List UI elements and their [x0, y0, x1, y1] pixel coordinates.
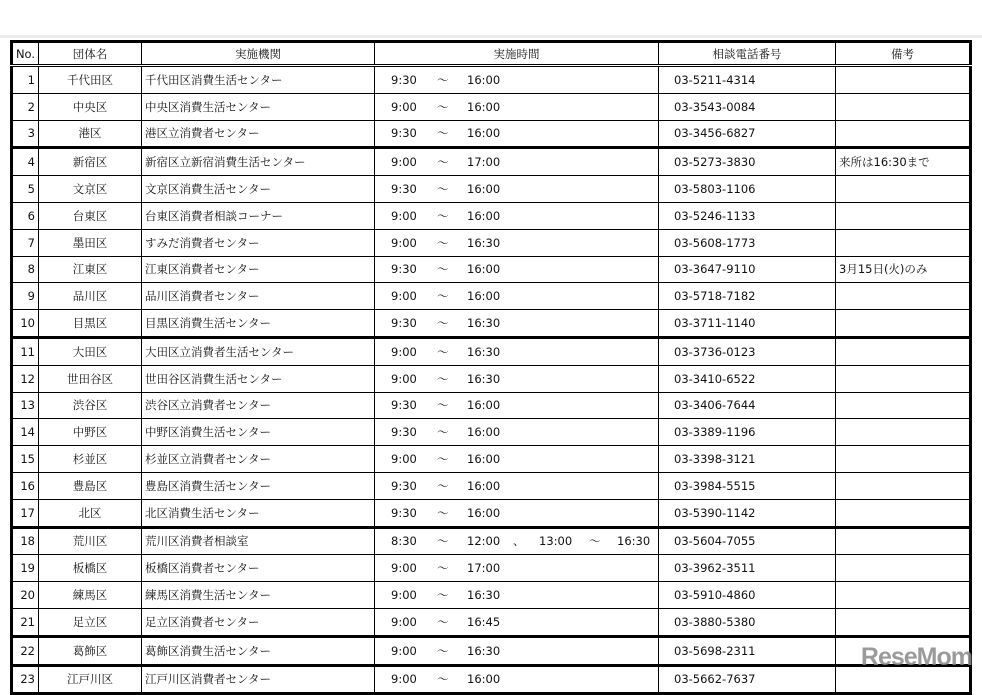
cell-org: 板橋区消費者センター	[142, 555, 375, 582]
cell-note	[836, 66, 971, 94]
cell-time	[375, 148, 659, 176]
cell-note	[836, 608, 971, 636]
cell-note	[836, 419, 971, 446]
cell-time	[375, 66, 659, 94]
start-time: 9:30	[391, 478, 417, 493]
tilde: ～	[437, 505, 449, 520]
table-row	[12, 419, 971, 446]
end-time: 16:00	[467, 672, 501, 687]
cell-org: 文京区消費生活センター	[142, 176, 375, 203]
cell-org: 台東区消費者相談コーナー	[142, 202, 375, 229]
end-time: 12:00	[467, 534, 501, 549]
table-row	[12, 148, 971, 176]
cell-time	[375, 93, 659, 120]
end-time: 16:00	[467, 99, 501, 114]
table-row	[12, 229, 971, 256]
table-row	[12, 202, 971, 229]
cell-no: 3	[12, 120, 39, 148]
cell-org: 中野区消費生活センター	[142, 419, 375, 446]
cell-note	[836, 310, 971, 338]
cell-tel: 03-3880-5380	[659, 608, 836, 636]
cell-org: すみだ消費者センター	[142, 229, 375, 256]
tilde: ～	[437, 262, 449, 277]
cell-tel: 03-3398-3121	[659, 446, 836, 473]
cell-time	[375, 555, 659, 582]
end-time: 17:00	[467, 561, 501, 576]
cell-no: 20	[12, 582, 39, 609]
cell-org: 足立区消費者センター	[142, 608, 375, 636]
start-time: 9:00	[391, 452, 417, 467]
table-row	[12, 93, 971, 120]
cell-no: 14	[12, 419, 39, 446]
cell-no: 7	[12, 229, 39, 256]
cell-org: 目黒区消費生活センター	[142, 310, 375, 338]
end-time: 16:00	[467, 425, 501, 440]
start-time: 9:00	[391, 235, 417, 250]
start-time: 9:30	[391, 72, 417, 87]
cell-name: 北区	[39, 499, 142, 527]
start-time: 9:00	[391, 289, 417, 304]
table-row	[12, 256, 971, 283]
start-time: 9:30	[391, 262, 417, 277]
cell-org: 北区消費生活センター	[142, 499, 375, 527]
table-row	[12, 392, 971, 419]
cell-no: 22	[12, 636, 39, 665]
cell-note	[836, 337, 971, 365]
tilde: ～	[437, 398, 449, 413]
end-time: 16:30	[467, 643, 501, 658]
end-time: 16:00	[467, 478, 501, 493]
start-time: 8:30	[391, 534, 417, 549]
cell-tel: 03-3711-1140	[659, 310, 836, 338]
cell-name: 目黒区	[39, 310, 142, 338]
cell-time	[375, 499, 659, 527]
tilde: ～	[437, 561, 449, 576]
tilde: ～	[589, 534, 601, 549]
start-time: 9:00	[391, 614, 417, 629]
start-time: 9:00	[391, 371, 417, 386]
tilde: ～	[437, 672, 449, 687]
header-no: No.	[12, 42, 39, 66]
cell-name: 荒川区	[39, 527, 142, 555]
cell-time	[375, 527, 659, 555]
start-time: 9:00	[391, 561, 417, 576]
cell-org: 江戸川区消費者センター	[142, 665, 375, 694]
cell-time	[375, 283, 659, 310]
cell-name: 江戸川区	[39, 665, 142, 694]
cell-no: 16	[12, 472, 39, 499]
cell-tel: 03-5698-2311	[659, 636, 836, 665]
header-note: 備考	[836, 42, 971, 66]
cell-note	[836, 176, 971, 203]
tilde: ～	[437, 316, 449, 331]
cell-tel: 03-5608-1773	[659, 229, 836, 256]
cell-tel: 03-5273-3830	[659, 148, 836, 176]
cell-time	[375, 472, 659, 499]
cell-note	[836, 472, 971, 499]
cell-time	[375, 120, 659, 148]
cell-org: 中央区消費生活センター	[142, 93, 375, 120]
cell-note	[836, 555, 971, 582]
cell-note	[836, 365, 971, 392]
cell-org: 荒川区消費者相談室	[142, 527, 375, 555]
start-time: 9:00	[391, 672, 417, 687]
cell-name: 台東区	[39, 202, 142, 229]
cell-org: 豊島区消費生活センター	[142, 472, 375, 499]
header-name: 団体名	[39, 42, 142, 66]
end-time: 16:45	[467, 614, 501, 629]
cell-no: 15	[12, 446, 39, 473]
cell-name: 墨田区	[39, 229, 142, 256]
table-row	[12, 582, 971, 609]
table-row	[12, 120, 971, 148]
cell-org: 渋谷区立消費者センター	[142, 392, 375, 419]
cell-org: 練馬区消費生活センター	[142, 582, 375, 609]
cell-note: 3月15日(火)のみ	[836, 256, 971, 283]
start-time: 9:00	[391, 99, 417, 114]
cell-name: 新宿区	[39, 148, 142, 176]
cell-tel: 03-3647-9110	[659, 256, 836, 283]
cell-name: 大田区	[39, 337, 142, 365]
cell-time	[375, 665, 659, 694]
end-time: 16:00	[467, 72, 501, 87]
end-time: 16:00	[467, 505, 501, 520]
cell-time	[375, 446, 659, 473]
table-row	[12, 472, 971, 499]
end-time: 16:00	[467, 182, 501, 197]
cell-note: 来所は16:30まで	[836, 148, 971, 176]
cell-name: 練馬区	[39, 582, 142, 609]
tilde: ～	[437, 344, 449, 359]
end-time: 16:00	[467, 452, 501, 467]
start-time: 9:30	[391, 126, 417, 141]
separator: 、	[513, 534, 525, 549]
tilde: ～	[437, 99, 449, 114]
tilde: ～	[437, 289, 449, 304]
cell-org: 千代田区消費生活センター	[142, 66, 375, 94]
tilde: ～	[437, 155, 449, 170]
table-row	[12, 527, 971, 555]
cell-time	[375, 636, 659, 665]
cell-name: 豊島区	[39, 472, 142, 499]
cell-no: 19	[12, 555, 39, 582]
cell-org: 港区立消費者センター	[142, 120, 375, 148]
tilde: ～	[437, 425, 449, 440]
cell-name: 江東区	[39, 256, 142, 283]
cell-no: 13	[12, 392, 39, 419]
cell-tel: 03-3962-3511	[659, 555, 836, 582]
cell-no: 2	[12, 93, 39, 120]
tilde: ～	[437, 182, 449, 197]
tilde: ～	[437, 614, 449, 629]
cell-tel: 03-3736-0123	[659, 337, 836, 365]
cell-name: 品川区	[39, 283, 142, 310]
cell-tel: 03-5910-4860	[659, 582, 836, 609]
cell-name: 中央区	[39, 93, 142, 120]
end-time: 16:30	[467, 235, 501, 250]
table-row	[12, 176, 971, 203]
table-row	[12, 283, 971, 310]
table-row	[12, 365, 971, 392]
cell-org: 江東区消費者センター	[142, 256, 375, 283]
cell-tel: 03-3456-6827	[659, 120, 836, 148]
tilde: ～	[437, 588, 449, 603]
table-row	[12, 499, 971, 527]
cell-name: 渋谷区	[39, 392, 142, 419]
tilde: ～	[437, 643, 449, 658]
cell-note	[836, 446, 971, 473]
start-time-2: 13:00	[539, 534, 573, 549]
cell-tel: 03-5803-1106	[659, 176, 836, 203]
cell-no: 12	[12, 365, 39, 392]
table-row	[12, 337, 971, 365]
table-row	[12, 310, 971, 338]
end-time: 16:00	[467, 262, 501, 277]
cell-name: 足立区	[39, 608, 142, 636]
cell-org: 世田谷区消費生活センター	[142, 365, 375, 392]
cell-tel: 03-3406-7644	[659, 392, 836, 419]
cell-no: 17	[12, 499, 39, 527]
cell-tel: 03-3984-5515	[659, 472, 836, 499]
cell-org: 品川区消費者センター	[142, 283, 375, 310]
cell-no: 9	[12, 283, 39, 310]
cell-no: 4	[12, 148, 39, 176]
cell-org: 葛飾区消費生活センター	[142, 636, 375, 665]
cell-name: 千代田区	[39, 66, 142, 94]
resemom-watermark-logo: ReseMom	[860, 643, 972, 671]
table-row	[12, 636, 971, 665]
cell-note	[836, 392, 971, 419]
cell-no: 8	[12, 256, 39, 283]
cell-name: 葛飾区	[39, 636, 142, 665]
top-bar	[0, 0, 982, 38]
cell-time	[375, 608, 659, 636]
cell-time	[375, 582, 659, 609]
start-time: 9:30	[391, 505, 417, 520]
cell-time	[375, 419, 659, 446]
table-row	[12, 66, 971, 94]
start-time: 9:30	[391, 182, 417, 197]
tilde: ～	[437, 478, 449, 493]
start-time: 9:00	[391, 344, 417, 359]
cell-note	[836, 582, 971, 609]
cell-tel: 03-5662-7637	[659, 665, 836, 694]
cell-no: 5	[12, 176, 39, 203]
end-time: 16:00	[467, 289, 501, 304]
tilde: ～	[437, 208, 449, 223]
end-time: 16:30	[467, 344, 501, 359]
tilde: ～	[437, 126, 449, 141]
tilde: ～	[437, 452, 449, 467]
end-time: 16:00	[467, 398, 501, 413]
cell-no: 18	[12, 527, 39, 555]
table-row	[12, 665, 971, 694]
end-time: 16:30	[467, 316, 501, 331]
cell-tel: 03-3410-6522	[659, 365, 836, 392]
start-time: 9:00	[391, 208, 417, 223]
start-time: 9:30	[391, 316, 417, 331]
tilde: ～	[437, 371, 449, 386]
cell-note	[836, 499, 971, 527]
cell-time	[375, 310, 659, 338]
cell-time	[375, 176, 659, 203]
cell-note	[836, 283, 971, 310]
cell-name: 板橋区	[39, 555, 142, 582]
cell-no: 1	[12, 66, 39, 94]
cell-no: 10	[12, 310, 39, 338]
table-row	[12, 446, 971, 473]
cell-name: 杉並区	[39, 446, 142, 473]
cell-time	[375, 256, 659, 283]
cell-no: 21	[12, 608, 39, 636]
cell-name: 中野区	[39, 419, 142, 446]
start-time: 9:30	[391, 398, 417, 413]
cell-name: 港区	[39, 120, 142, 148]
end-time: 16:00	[467, 208, 501, 223]
cell-note	[836, 93, 971, 120]
start-time: 9:00	[391, 643, 417, 658]
consultation-table	[10, 40, 972, 695]
table-row	[12, 555, 971, 582]
end-time: 16:30	[467, 588, 501, 603]
cell-tel: 03-5604-7055	[659, 527, 836, 555]
cell-no: 6	[12, 202, 39, 229]
cell-name: 文京区	[39, 176, 142, 203]
header-org: 実施機関	[142, 42, 375, 66]
cell-tel: 03-3543-0084	[659, 93, 836, 120]
end-time-2: 16:30	[617, 534, 651, 549]
end-time: 17:00	[467, 155, 501, 170]
cell-note	[836, 229, 971, 256]
table-row	[12, 608, 971, 636]
tilde: ～	[437, 72, 449, 87]
cell-no: 23	[12, 665, 39, 694]
cell-org: 新宿区立新宿消費生活センター	[142, 148, 375, 176]
cell-note	[836, 527, 971, 555]
cell-org: 大田区立消費者生活センター	[142, 337, 375, 365]
header-tel: 相談電話番号	[659, 42, 836, 66]
start-time: 9:00	[391, 155, 417, 170]
cell-no: 11	[12, 337, 39, 365]
cell-tel: 03-5390-1142	[659, 499, 836, 527]
cell-tel: 03-5718-7182	[659, 283, 836, 310]
cell-tel: 03-3389-1196	[659, 419, 836, 446]
end-time: 16:30	[467, 371, 501, 386]
start-time: 9:00	[391, 588, 417, 603]
tilde: ～	[437, 235, 449, 250]
cell-note	[836, 202, 971, 229]
start-time: 9:30	[391, 425, 417, 440]
tilde: ～	[437, 534, 449, 549]
cell-time	[375, 202, 659, 229]
cell-note	[836, 120, 971, 148]
cell-tel: 03-5246-1133	[659, 202, 836, 229]
cell-time	[375, 337, 659, 365]
cell-time	[375, 229, 659, 256]
header-time: 実施時間	[375, 42, 659, 66]
end-time: 16:00	[467, 126, 501, 141]
cell-time	[375, 365, 659, 392]
cell-name: 世田谷区	[39, 365, 142, 392]
cell-time	[375, 392, 659, 419]
table-header	[12, 42, 971, 66]
cell-org: 杉並区立消費者センター	[142, 446, 375, 473]
cell-tel: 03-5211-4314	[659, 66, 836, 94]
